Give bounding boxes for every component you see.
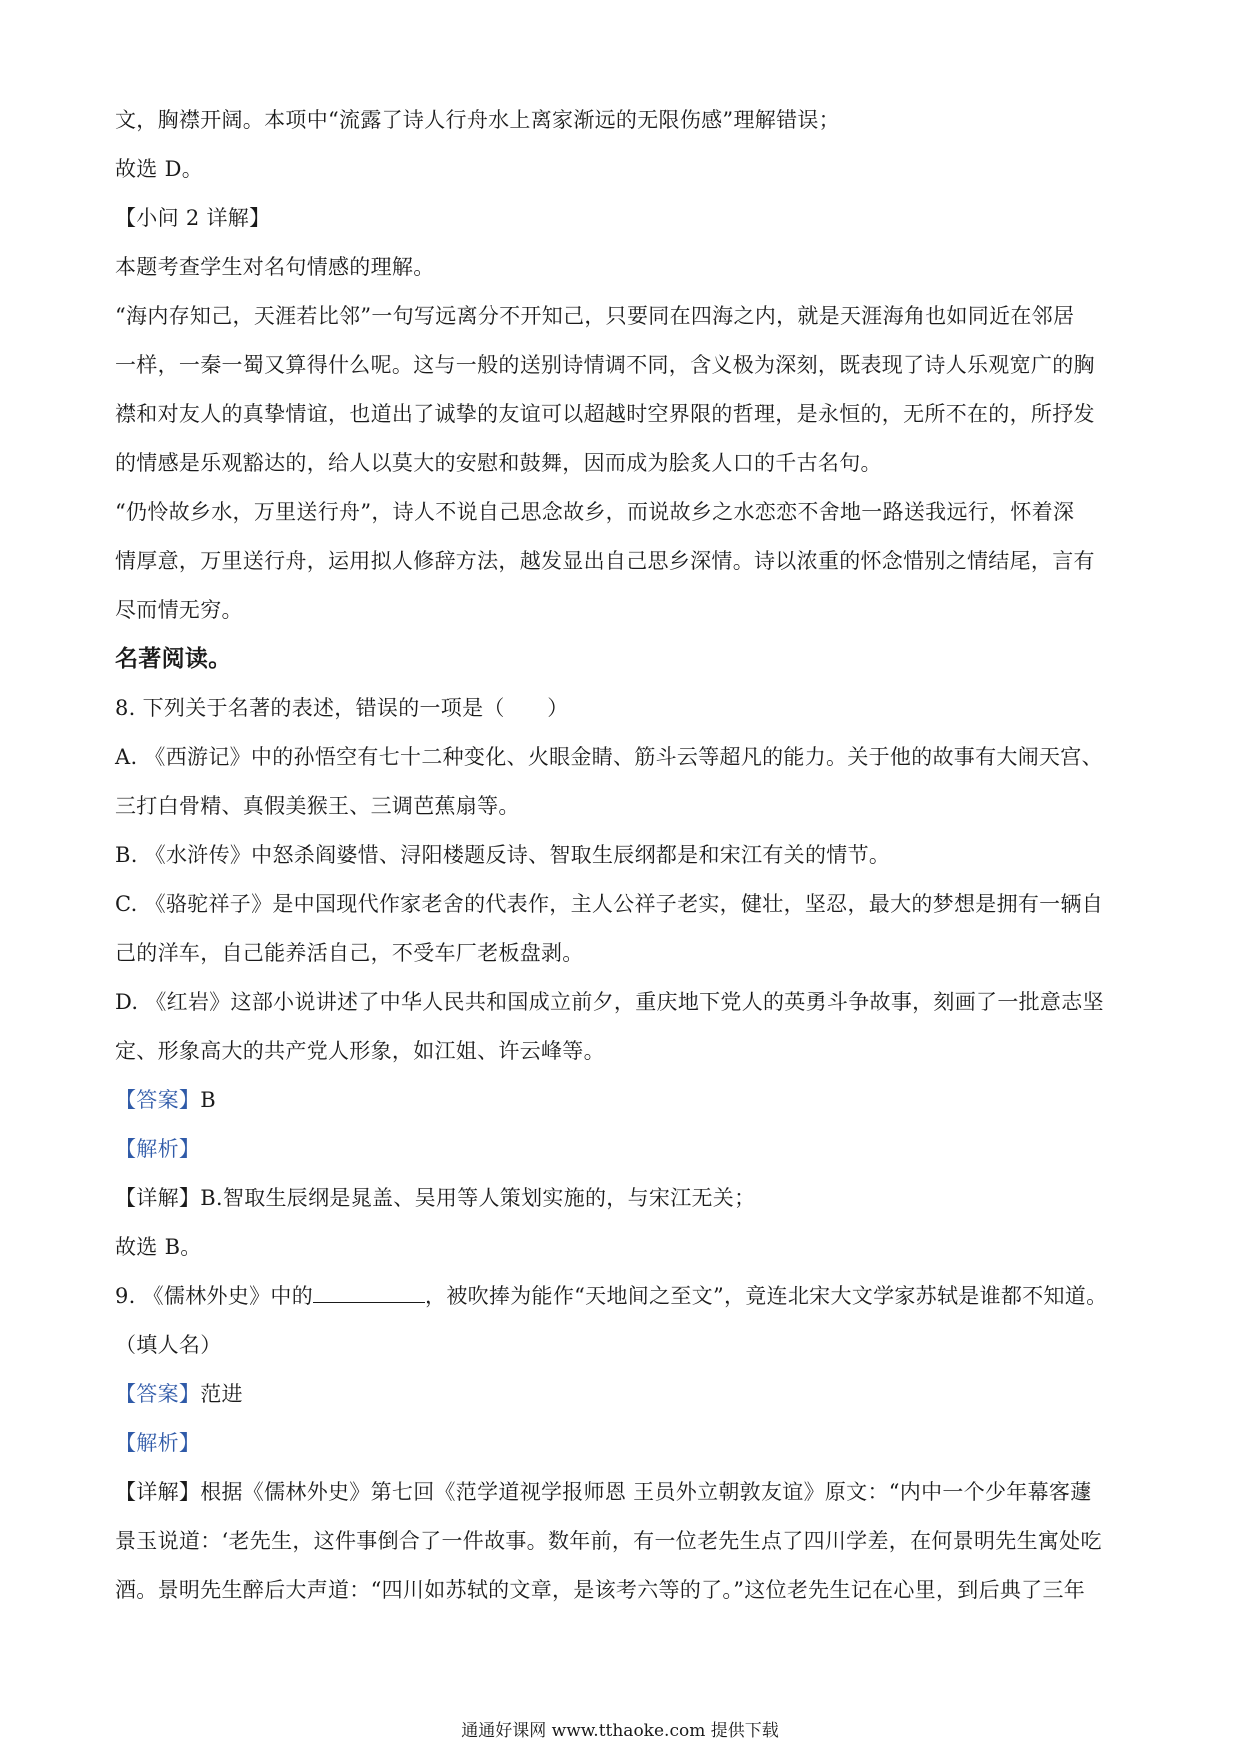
option-d: D. 《红岩》这部小说讲述了中华人民共和国成立前夕，重庆地下党人的英勇斗争故事，刻画了一批意志坚 bbox=[115, 990, 1104, 1014]
question-9-hint: （填人名） bbox=[115, 1333, 222, 1357]
detail-8 bbox=[115, 1174, 1130, 1223]
text-line: 一样，一秦一蜀又算得什么呢。这与一般的送别诗情调不同，含义极为深刻，既表现了诗人乐观宽广的胸 bbox=[115, 353, 1095, 377]
answer-label: 【答案】 bbox=[115, 1382, 201, 1406]
option-a: A. 《西游记》中的孙悟空有七十二种变化、火眼金睛、筋斗云等超凡的能力。关于他的故事有大闹天宫、 bbox=[115, 745, 1103, 769]
text-line: “海内存知己，天涯若比邻”一句写远离分不开知己，只要同在四海之内，就是天涯海角也如同近在邻居 bbox=[115, 304, 1075, 328]
option-a-cont: 三打白骨精、真假美猴王、三调芭蕉扇等。 bbox=[115, 794, 520, 818]
choose-8: 故选 B。 bbox=[115, 1235, 202, 1259]
fill-in-blank bbox=[313, 1284, 425, 1303]
text-line: 襟和对友人的真挚情谊，也道出了诚挚的友谊可以超越时空界限的哲理，是永恒的，无所不在的，所抒发 bbox=[115, 402, 1095, 426]
question-9-suffix: ，被吹捧为能作“天地间之至文”，竟连北宋大文学家苏轼是谁都不知道。 bbox=[425, 1284, 1108, 1308]
footer-watermark: 通通好课网 www.tthaoke.com 提供下载 bbox=[461, 1721, 779, 1741]
question-8: 8. 下列关于名著的表述，错误的一项是（ ） bbox=[115, 696, 569, 720]
detail-label: 【详解】 bbox=[115, 1186, 201, 1210]
detail-9 bbox=[115, 1468, 1130, 1517]
text-line: 本题考查学生对名句情感的理解。 bbox=[115, 255, 435, 279]
section-heading: 名著阅读。 bbox=[115, 646, 232, 672]
text-line: 故选 D。 bbox=[115, 157, 204, 181]
option-c-cont: 己的洋车，自己能养活自己，不受车厂老板盘剥。 bbox=[115, 941, 584, 965]
answer-label: 【答案】 bbox=[115, 1088, 201, 1112]
text-line: 的情感是乐观豁达的，给人以莫大的安慰和鼓舞，因而成为脍炙人口的千古名句。 bbox=[115, 451, 882, 475]
text-line: 情厚意，万里送行舟，运用拟人修辞方法，越发显出自己思乡深情。诗以浓重的怀念惜别之情结尾，言有 bbox=[115, 549, 1095, 573]
detail-text: 根据《儒林外史》第七回《范学道视学报师恩 王员外立朝敦友谊》原文：“内中一个少年幕客蘧 bbox=[200, 1480, 1092, 1504]
answer-value: 范进 bbox=[200, 1382, 243, 1406]
answer-value: B bbox=[200, 1088, 216, 1112]
document-body bbox=[115, 96, 1130, 1615]
text-line: 景玉说道：‘老先生，这件事倒合了一件故事。数年前，有一位老先生点了四川学差，在何景明先生寓处吃 bbox=[115, 1529, 1102, 1553]
answer-9 bbox=[115, 1370, 1130, 1419]
text-line: 酒。景明先生醉后大声道：“四川如苏轼的文章，是该考六等的了。”这位老先生记在心里，到后典了三年 bbox=[115, 1578, 1086, 1602]
option-b: B. 《水浒传》中怒杀阎婆惜、浔阳楼题反诗、智取生辰纲都是和宋江有关的情节。 bbox=[115, 843, 891, 867]
text-line: 文，胸襟开阔。本项中“流露了诗人行舟水上离家渐远的无限伤感”理解错误； bbox=[115, 108, 840, 132]
option-c: C. 《骆驼祥子》是中国现代作家老舍的代表作，主人公祥子老实，健壮，坚忍，最大的梦想是拥有一辆自 bbox=[115, 892, 1104, 916]
analysis-label: 【解析】 bbox=[115, 1137, 201, 1161]
detail-label: 【详解】 bbox=[115, 1480, 201, 1504]
detail-text: B.智取生辰纲是晁盖、吴用等人策划实施的，与宋江无关； bbox=[200, 1186, 756, 1210]
question-9-prefix: 9. 《儒林外史》中的 bbox=[115, 1284, 314, 1308]
subquestion-heading: 【小问 2 详解】 bbox=[115, 206, 271, 230]
question-9 bbox=[115, 1272, 1130, 1321]
answer-8 bbox=[115, 1076, 1130, 1125]
text-line: 尽而情无穷。 bbox=[115, 598, 243, 622]
option-d-cont: 定、形象高大的共产党人形象，如江姐、许云峰等。 bbox=[115, 1039, 605, 1063]
analysis-label: 【解析】 bbox=[115, 1431, 201, 1455]
text-line: “仍怜故乡水，万里送行舟”，诗人不说自己思念故乡，而说故乡之水恋恋不舍地一路送我远行，怀着深 bbox=[115, 500, 1075, 524]
